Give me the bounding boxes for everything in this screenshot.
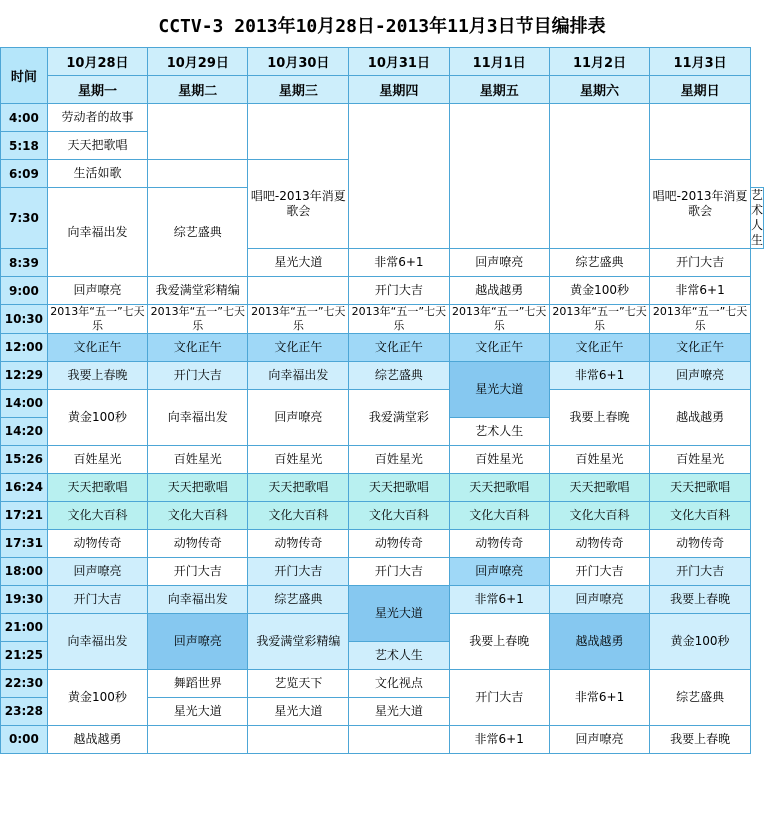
program-cell: 向幸福出发: [148, 389, 248, 445]
program-cell: 天天把歌唱: [47, 132, 147, 160]
program-cell-empty: [248, 104, 349, 160]
program-cell: 非常6+1: [349, 249, 449, 277]
program-cell: 天天把歌唱: [47, 473, 147, 501]
program-cell: 黄金100秒: [549, 277, 649, 305]
table-row: [1, 445, 764, 473]
program-cell: 文化大百科: [349, 501, 449, 529]
program-cell-empty: [549, 104, 649, 249]
program-cell: 开门大吉: [650, 557, 751, 585]
table-row: [1, 104, 764, 132]
program-cell: 我爱满堂彩精编: [248, 613, 349, 669]
page-title: CCTV-3 2013年10月28日-2013年11月3日节目编排表: [158, 16, 606, 37]
program-cell: 综艺盛典: [650, 669, 751, 725]
program-cell: 开门大吉: [349, 557, 449, 585]
program-cell: 文化大百科: [449, 501, 549, 529]
time-label: 17:21: [1, 501, 48, 529]
time-label: 4:00: [1, 104, 48, 132]
program-cell: 百姓星光: [549, 445, 649, 473]
program-cell-empty: [248, 277, 349, 305]
time-label: 5:18: [1, 132, 48, 160]
program-cell: 动物传奇: [47, 529, 147, 557]
program-cell-empty: [248, 725, 349, 753]
program-cell: 非常6+1: [549, 669, 649, 725]
program-cell: 综艺盛典: [248, 585, 349, 613]
program-cell: 文化正午: [47, 333, 147, 361]
program-cell: 回声嘹亮: [47, 557, 147, 585]
program-cell: 动物传奇: [650, 529, 751, 557]
time-label: 15:26: [1, 445, 48, 473]
program-cell-empty: [148, 160, 248, 188]
time-label: 17:31: [1, 529, 48, 557]
program-cell: 百姓星光: [248, 445, 349, 473]
program-cell-empty: [449, 104, 549, 249]
program-cell: 天天把歌唱: [449, 473, 549, 501]
program-cell: 开门大吉: [449, 669, 549, 725]
program-cell: 文化正午: [449, 333, 549, 361]
time-label: 18:00: [1, 557, 48, 585]
program-cell: 生活如歌: [47, 160, 147, 188]
program-cell: 回声嘹亮: [449, 557, 549, 585]
program-cell: 非常6+1: [549, 361, 649, 389]
program-cell: 动物传奇: [248, 529, 349, 557]
table-row: [1, 305, 764, 334]
program-cell: 回声嘹亮: [47, 277, 147, 305]
time-label: 21:00: [1, 613, 48, 641]
program-cell: 我爱满堂彩: [349, 389, 449, 445]
program-cell-empty: [148, 104, 248, 160]
program-cell: 2013年“五一”七天乐: [549, 305, 649, 334]
program-cell: 动物传奇: [349, 529, 449, 557]
program-cell: 文化大百科: [549, 501, 649, 529]
program-cell: 文化正午: [349, 333, 449, 361]
program-cell: 艺览天下: [248, 669, 349, 697]
time-label: 14:00: [1, 389, 48, 417]
program-cell: 开门大吉: [148, 557, 248, 585]
program-cell: 文化大百科: [148, 501, 248, 529]
time-label: 10:30: [1, 305, 48, 334]
program-cell: 天天把歌唱: [549, 473, 649, 501]
program-cell: 向幸福出发: [248, 361, 349, 389]
time-label: 7:30: [1, 188, 48, 249]
program-cell: 百姓星光: [47, 445, 147, 473]
header-weekday-0: 星期一: [47, 76, 147, 104]
program-cell: 向幸福出发: [148, 585, 248, 613]
program-cell: 开门大吉: [549, 557, 649, 585]
program-cell: 艺术人生: [750, 188, 763, 247]
program-cell: 越战越勇: [549, 613, 649, 669]
program-cell: 唱吧-2013年消夏歌会: [248, 160, 349, 249]
header-weekday-4: 星期五: [449, 76, 549, 104]
time-label: 6:09: [1, 160, 48, 188]
program-cell: 百姓星光: [148, 445, 248, 473]
program-cell-empty: [349, 104, 449, 249]
time-label: 23:28: [1, 697, 48, 725]
table-row: [1, 473, 764, 501]
program-cell: 越战越勇: [47, 725, 147, 753]
header-weekday-3: 星期四: [349, 76, 449, 104]
program-cell: 黄金100秒: [650, 613, 751, 669]
time-label: 21:25: [1, 641, 48, 669]
table-row: [1, 501, 764, 529]
table-row: [1, 277, 764, 305]
program-cell-empty: [148, 725, 248, 753]
program-cell: 我要上春晚: [47, 361, 147, 389]
program-cell: 黄金100秒: [47, 389, 147, 445]
program-cell: 2013年“五一”七天乐: [449, 305, 549, 334]
program-cell: 星光大道: [148, 697, 248, 725]
program-cell: 黄金100秒: [47, 669, 147, 725]
time-label: 12:00: [1, 333, 48, 361]
program-cell: 天天把歌唱: [349, 473, 449, 501]
program-cell: 我要上春晚: [549, 389, 649, 445]
program-cell: 星光大道: [449, 361, 549, 417]
program-cell: 艺术人生: [349, 641, 449, 669]
program-cell: 回声嘹亮: [148, 613, 248, 669]
program-cell: 文化正午: [549, 333, 649, 361]
program-cell: 文化正午: [148, 333, 248, 361]
header-weekday-2: 星期三: [248, 76, 349, 104]
table-row: [1, 725, 764, 753]
program-cell: 综艺盛典: [148, 188, 248, 277]
program-cell: 百姓星光: [449, 445, 549, 473]
header-weekday-5: 星期六: [549, 76, 649, 104]
program-cell: 星光大道: [349, 697, 449, 725]
program-cell: 回声嘹亮: [549, 725, 649, 753]
program-cell: 百姓星光: [650, 445, 751, 473]
header-date-4: 11月1日: [449, 48, 549, 76]
program-cell: 天天把歌唱: [148, 473, 248, 501]
program-cell: 星光大道: [349, 585, 449, 641]
program-cell: 文化大百科: [47, 501, 147, 529]
program-cell: 百姓星光: [349, 445, 449, 473]
table-row: [1, 529, 764, 557]
program-cell: 星光大道: [248, 697, 349, 725]
program-cell: 文化大百科: [248, 501, 349, 529]
program-cell: 回声嘹亮: [549, 585, 649, 613]
table-row: [1, 585, 764, 613]
program-cell: 越战越勇: [650, 389, 751, 445]
program-cell: 2013年“五一”七天乐: [47, 305, 147, 334]
program-cell-empty: [349, 725, 449, 753]
header-date-2: 10月30日: [248, 48, 349, 76]
time-label: 16:24: [1, 473, 48, 501]
program-cell: 艺术人生: [449, 417, 549, 445]
program-cell: 开门大吉: [650, 249, 751, 277]
program-cell: 开门大吉: [349, 277, 449, 305]
program-cell: 开门大吉: [248, 557, 349, 585]
program-cell: 动物传奇: [549, 529, 649, 557]
schedule-table: [0, 47, 764, 754]
table-row: [1, 557, 764, 585]
header-date-6: 11月3日: [650, 48, 751, 76]
header-weekday-1: 星期二: [148, 76, 248, 104]
time-label: 22:30: [1, 669, 48, 697]
program-cell: 我要上春晚: [650, 725, 751, 753]
table-row: [1, 669, 764, 697]
program-cell: 向幸福出发: [47, 188, 147, 277]
table-row: [1, 361, 764, 389]
table-row: [1, 333, 764, 361]
program-cell: 舞蹈世界: [148, 669, 248, 697]
program-cell: 天天把歌唱: [650, 473, 751, 501]
header-date-5: 11月2日: [549, 48, 649, 76]
table-header-row: [1, 48, 764, 76]
program-cell-empty: [650, 104, 751, 160]
header-weekday-6: 星期日: [650, 76, 751, 104]
time-label: 9:00: [1, 277, 48, 305]
header-date-1: 10月29日: [148, 48, 248, 76]
time-label: 14:20: [1, 417, 48, 445]
program-cell: 2013年“五一”七天乐: [248, 305, 349, 334]
program-cell: 2013年“五一”七天乐: [349, 305, 449, 334]
program-cell: 非常6+1: [650, 277, 751, 305]
time-label: 8:39: [1, 249, 48, 277]
program-cell: 回声嘹亮: [248, 389, 349, 445]
program-cell: 唱吧-2013年消夏歌会: [650, 160, 751, 249]
program-cell: 动物传奇: [148, 529, 248, 557]
program-cell: 文化正午: [248, 333, 349, 361]
program-cell: 2013年“五一”七天乐: [148, 305, 248, 334]
program-cell: 综艺盛典: [349, 361, 449, 389]
program-cell: 我要上春晚: [449, 613, 549, 669]
program-cell: 综艺盛典: [549, 249, 649, 277]
time-label: 19:30: [1, 585, 48, 613]
program-cell: 我要上春晚: [650, 585, 751, 613]
header-date-3: 10月31日: [349, 48, 449, 76]
program-cell: 非常6+1: [449, 585, 549, 613]
header-time: 时间: [1, 48, 48, 104]
program-cell: 向幸福出发: [47, 613, 147, 669]
program-cell: 动物传奇: [449, 529, 549, 557]
program-cell: 星光大道: [248, 249, 349, 277]
program-cell: 开门大吉: [148, 361, 248, 389]
program-cell: 文化大百科: [650, 501, 751, 529]
table-header-weekday-row: [1, 76, 764, 104]
program-cell: 文化视点: [349, 669, 449, 697]
program-cell: 天天把歌唱: [248, 473, 349, 501]
program-cell: 回声嘹亮: [449, 249, 549, 277]
header-date-0: 10月28日: [47, 48, 147, 76]
program-cell: 我爱满堂彩精编: [148, 277, 248, 305]
program-cell: 开门大吉: [47, 585, 147, 613]
program-cell: 越战越勇: [449, 277, 549, 305]
table-row: [1, 389, 764, 417]
program-cell: 回声嘹亮: [650, 361, 751, 389]
time-label: 12:29: [1, 361, 48, 389]
time-label: 0:00: [1, 725, 48, 753]
program-cell: 2013年“五一”七天乐: [650, 305, 751, 334]
program-cell: 文化正午: [650, 333, 751, 361]
program-cell: 劳动者的故事: [47, 104, 147, 132]
program-cell: 非常6+1: [449, 725, 549, 753]
